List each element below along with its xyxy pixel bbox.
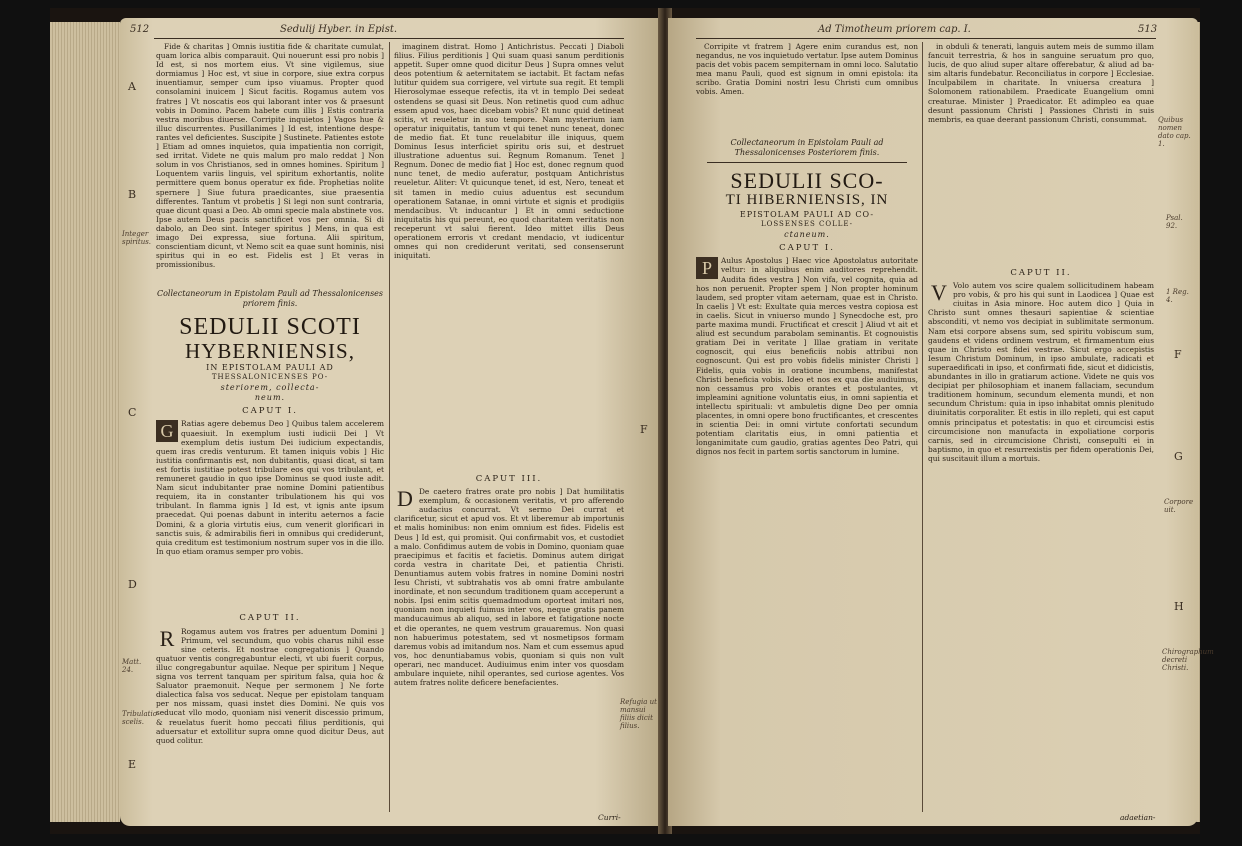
margin-note-2: Matt. 24. xyxy=(122,658,142,674)
margin-note-4: Corpore uit. xyxy=(1164,498,1194,514)
initial-r: R xyxy=(159,625,175,651)
right-page-number: 513 xyxy=(1138,24,1158,35)
margin-letter-f: F xyxy=(640,423,648,436)
margin-note-3: 1 Reg. 4. xyxy=(1166,288,1189,304)
margin-note-5: Chirographum decreti Christi. xyxy=(1162,648,1214,672)
section-subtitle-line-4: neum. xyxy=(254,393,286,403)
margin-note-1: Integer spiritus. xyxy=(122,230,152,246)
text-block: De caetero fratres orate pro nobis ] Dat humilitatis exemplum, & occasionem veritatis, vt pro afferendo audacius concurrat. Vt sermo Dei currat et clarificetur, sicut et apud vos. Et vt liberemur ab importunis et malis hominibus: non enim omnium est fides. Fidelis est Deus ] Id est, qui promisit. Qui confirmabit vos, et custodiet a malo. Confidimus autem de vobis in Domino, quoniam quae praecipimus et facitis et facietis. Dominus autem dirigat corda vestra in charitate Dei, et patientia Christi. Denuntiamus autem vobis fratres in nomine Domini nostri Iesu Christi, vt subtrahatis vos ab omni fratre ambulante inordinate, et non secundum traditionem quam acceperunt a nobis. Ipsi enim scitis quemadmodum oporteat imitari nos, quoniam non inquieti fuimus inter vos, neque gratis panem manducauimus ab aliquo, sed in labore et fatigatione nocte et die operantes, ne quem vestrum grauaremus. Non quasi non habuerimus potestatem, sed vt nosmetipsos formam daremus vobis ad imitandum nos. Nam et cum essemus apud vos, hoc denuntiabamus vobis, quoniam si quis non vult operari, nec manducet. Audiuimus enim inter vos quosdam ambulare inquiete, nihil operantes, sed curiose agentes. Vos autem fratres nolite deficere benefacientes. xyxy=(394,487,624,688)
section-subtitle-line-2: LOSSENSES COLLE- xyxy=(760,220,853,229)
catchword: Curri- xyxy=(598,813,621,822)
section-subtitle: EPISTOLAM PAULI AD CO- xyxy=(739,210,875,219)
initial-d: D xyxy=(397,486,413,512)
text-block: Volo autem vos scire qualem sollicitudinem habeam pro vobis, & pro his qui sunt in Laodicea ] Quae est ciuitas in Asia minore. Hoc autem dico ] Quia in Christo sunt omnes thesauri sapientiae & scientiae absconditi, vt nemo vos decipiat in sublimitate sermonum. Nam etsi corpore absens sum, sed spiritu vobiscum sum, gaudens et videns ordinem vestrum, et firmamentum eius quae in Christo est fidei vestrae. Sicut ergo accepistis Iesum Christum Dominum, in ipso ambulate, radicati et superaedificati in ipso, et confirmati fide, sicut et didicistis, abundantes in illo in gratiarum actione. Videte ne quis vos decipiat per philosophiam et inanem fallaciam, secundum traditionem hominum, secundum elementa mundi, et non secundum Christum: quia in ipso inhabitat omnis plenitudo diuinitatis corporaliter. Et estis in illo repleti, qui est caput omnis principatus et potestatis: in quo et circumcisi estis circumcisione non manufacta in expoliatione corporis carnis, sed in circumcisione Christi, consepulti ei in baptismo, in quo et resurrexistis per fidem operationis Dei, qui suscitauit illum a mortuis. xyxy=(928,281,1154,463)
text-block xyxy=(394,487,624,787)
chapter-heading: CAPUT II. xyxy=(1010,268,1072,278)
drop-cap-g: G xyxy=(156,420,178,442)
margin-letter-g: G xyxy=(1174,450,1183,463)
chapter-heading: CAPUT III. xyxy=(475,474,543,484)
text-block xyxy=(156,419,384,609)
margin-letter-c: C xyxy=(128,406,137,419)
section-subtitle-line-3: ctaneum. xyxy=(784,230,830,240)
initial-v: V xyxy=(931,280,947,306)
text-block: Rogamus autem vos fratres per aduentum Domini ] Primum, vel secundum, quo vobis charus nihil esse sine ceteris. Et nostrae congregationis ] Quando quatuor ventis congregabuntur electi, vt ubi fuerit corpus, illuc congregabuntur aquilae. Neque per spiritum ] Neque signa vos terrent tanquam per spiritum falsa, quia hoc & Saluator praemonuit. Neque per sermonem ] Ne forte dialectica falsa vos seducat. Neque per epistolam tanquam per nos missam, quasi instet dies Domini. Ne quis vos seducat vllo modo, quoniam nisi venerit discessio primum, & reuelatus fuerit homo peccati filius perditionis, qui aduersatur et extollitur supra omne quod dicitur Deus, aut quod colitur. xyxy=(156,626,384,745)
colophon-rule xyxy=(707,162,907,163)
section-subtitle-line-3: steriorem, collecta- xyxy=(220,383,320,393)
left-page-number: 512 xyxy=(130,24,150,35)
section-title: SEDULII SCO- xyxy=(730,168,884,193)
drop-cap-p: P xyxy=(696,257,718,279)
left-page xyxy=(120,18,660,826)
margin-letter-b: B xyxy=(128,188,137,201)
left-column-rule xyxy=(389,42,390,812)
margin-letter-f: F xyxy=(1174,348,1182,361)
left-running-head: Sedulij Hyber. in Epist. xyxy=(280,24,398,35)
colophon: Collectaneorum in Epistolam Pauli ad Thessalonicenses Posteriorem finis. xyxy=(730,138,884,157)
margin-note-1: Quibus nomen dato cap. 1. xyxy=(1158,116,1191,148)
text-block: imaginem distrat. Homo ] Antichristus. Peccati ] Diaboli filius. Filius perditionis ] Qui suam quasi sanum perditionis appetit. Super omne quod dicitur Deus ] Supra omnes velut deos potentium & aeternitatem se iactabit. Et factam nefas lutitur quidem sua corrigere, vel virtute sua regit. Et templi Hierosolymae esseque refectis, ita vt in templo Dei sedeat ostendens se quasi sit Deus. Non retinetis quod cum adhuc essem apud vos, haec dicebam vobis? Et nunc quid detineat scitis, vt reueletur in suo tempore. Nam mysterium iam operatur iniquitatis, tantum vt qui tenet nunc teneat, donec de medio fiat. Et tunc reuelabitur ille iniquus, quem Dominus Iesus interficiet spiritu oris sui, et destruet illustratione aduentus sui. Regnum Romanum. Tenet ] Regnum. Donec de medio fiat ] Hoc est, donec regnum quod nunc tenet, de medio auferatur, postquam Antichristus reueletur. Aliter: Vt quicunque tenet, id est, Nero, teneat et sit tamen in medio cuius aduentus est secundum operationem Satanae, in omni virtute et signis et prodigiis mendacibus. Vt inducantur ] Et in omni seductione iniquitatis his qui pereunt, eo quod charitatem veritatis non receperunt vt salui fierent. Ideo mittet illis Deus operationem erroris vt credant mendacio, vt iudicentur omnes qui non crediderunt veritati, sed consenserunt iniquitati. xyxy=(394,42,624,261)
margin-letter-a: A xyxy=(128,80,136,93)
text-block xyxy=(928,281,1154,791)
section-subtitle: IN EPISTOLAM PAULI AD xyxy=(206,363,334,372)
text-block: Corripite vt fratrem ] Agere enim curandus est, non negandus, ne vos inquietudo vertatur. Ipse autem Dominus pacis det vobis pacem sempiternam in omni loco. Salutatio mea manu Pauli, quod est signum in omni epistola: ita scribo. Gratia Domini nostri Iesu Christi cum omnibus vobis. Amen. xyxy=(696,42,918,97)
right-column-1 xyxy=(696,42,918,814)
text-block: Ratias agere debemus Deo ] Quibus talem accelerem quaesiuit. In exemplum iusti iudicii Dei ] Vt exemplum detis iustum Dei iudicium expectandis, quem iras credis venturum. Et tamen iniquis vobis ] Hic iustitia confirmantis est, non dubitantis, quasi dicat, si tam est fortis iustitiae potest tribulare eos qui vos tribulant, et remuneret gaudio in quo ipse Dominus se quod iuste adit. Nam sicut indubitanter prae nomine Domini patientibus requiem, ita in constanter tribulationem his qui vos tribulant. In flamma ignis ] Id est, vt ignis ante ipsum praecedat. Qui poenas dabunt in interitu aeternos a facie Domini, & a gloria virtutis eius, cum venerit glorificari in sanctis suis, & admirabilis fieri in omnibus qui crediderunt, quia creditum est testimonium nostrum super vos in die illo. In quo etiam oramus semper pro vobis. xyxy=(156,419,384,556)
catchword: adaetian- xyxy=(1120,813,1156,822)
right-column-2 xyxy=(928,42,1154,814)
colophon: Collectaneorum in Epistolam Pauli ad Thessalonicenses priorem finis. xyxy=(156,289,384,308)
book-spread xyxy=(50,8,1214,834)
margin-note-4: Refugia ut mansui filiis dicit filius. xyxy=(620,698,657,730)
section-subtitle-line-2: THESSALONICENSES PO- xyxy=(211,373,329,382)
margin-note-3: Tribulatio scelis. xyxy=(122,710,157,726)
text-block: in obduli & tenerati, languis autem meis de summo illam fancuit terrestria, & hos in sanguine seruatum pro quo, lucis, de quo aliud super altare offerebatur, & aliud ad ba-sim altaris fundebatur. Reconciliatus in corpore ] Ecclesiae. Inculpabilem in charitate. In vniuersa creatura ] Solomonem rationabilem. Praedicate Euangelium omni creaturae. Minister ] Praedicator. Et adimpleo ea quae desunt passionum Christi ] Passiones Christi in suis membris, ea quae deerant passionum Christi, consummat. xyxy=(928,42,1154,124)
text-block xyxy=(696,256,918,756)
section-title-line-2: HYBERNIENSIS, xyxy=(185,339,355,363)
chapter-heading: CAPUT II. xyxy=(239,613,301,624)
left-head-rule xyxy=(154,38,624,39)
text-block: Fide & charitas ] Omnis iustitia fide & charitate cumulat, quam lorica albis comparauit. Qui nouerunt essi pro nobis ] Id est, si nos mortem eius. Vt sine vigilemus, siue dormiamus ] Hoc est, vt siue in corpore, siue extra corpus inuentiamur, semper cum ipso viuamus. Propter quod consolamini inuicem ] Sicut facitis. Rogamus autem vos fratres ] Vt noscatis eos qui laborant inter vos & praesunt vobis in Domino. Pacem habete cum illis ] Estis contraria vestra moribus diuerse. Corripite inquietos ] Vagos hue & illuc discurrentes. Pusillanimes ] Id est, intentione despe-rantes vel deficientes. Suscipite ] Sustinete. Patientes estote ] Etiam ad omnes inquietos, quia impatientia non corrigit, sed irritat. Videte ne quis malum pro malo reddat ] Non solum in vos Christianos, sed in omnes homines. Spiritum ] Loquentem variis linguis, vel spiritum exhortantis, nolite permittere quem bonus operatur ex fide. Prophetias nolite spernere ] Siue futura praedicantes, siue praesentia differentes. Tantum vt probetis ] Si legi non sunt contraria, quae dicunt quasi a Deo. Ab omni specie mala abstinete vos. Ipse autem Deus pacis sanctificet vos per omnia. Si di dabolo, an Deo sint. Integer spiritus ] Mens, in qua est imago Dei expressa, siue fortuna. Alii spiritum, conscientiam dicunt, vt Nemo scit ea quae sunt hominis, nisi spiritus qui in eo est. Fidelis est ] Et veras in promissionibus. xyxy=(156,42,384,270)
right-column-rule xyxy=(922,42,923,812)
left-column-2 xyxy=(394,42,624,814)
right-page xyxy=(668,18,1214,826)
right-running-head: Ad Timotheum priorem cap. I. xyxy=(818,24,971,35)
left-page-edges xyxy=(50,22,120,822)
margin-note-2: Psal. 92. xyxy=(1166,214,1183,230)
chapter-heading: CAPUT I. xyxy=(242,406,298,417)
section-title: SEDULII SCOTI xyxy=(179,314,361,340)
margin-letter-e: E xyxy=(128,758,137,771)
margin-letter-h: H xyxy=(1174,600,1184,613)
margin-letter-d: D xyxy=(128,578,137,591)
text-block xyxy=(156,627,384,797)
text-block: Aulus Apostolus ] Haec vice Apostolatus autoritate veltur: in aliquibus enim auditores reprehendit. Audita fides vestra ] Non vifa, vel cognita, quia ad hos non peruenit. Propter spem ] Non propter hominum laudem, sed propter vitam aeternam, quae est in Christo. In caelis ] Vt est: Exultate quia merces vestra copiosa est in caelis. Sicut in vniuerso mundo ] Synecdoche est, pro parte maxima mundi. Fructificat et crescit ] Aliud vt ait et aliud est secundum parabolam seminantis. Et cognouistis gratiam Dei in veritate ] Illae gratiam in veritate cognoscit, qui eius beneficiis nobis attribui non cognoscunt. Qui est pro vobis fidelis minister Christi ] Fidelis, quia vobis in oratione incumbens, manifestat Christi beneficia vobis. Ideo et nos ex qua die audiuimus, non cessamus pro vobis orantes et postulantes, vt impleamini agnitione voluntatis eius, in omni sapientia et intellectu spirituali: vt ambuletis digne Deo per omnia placentes, in omni opere bono fructificantes, et crescentes in scientia Dei: in omni virtute confortati secundum potentiam claritatis eius, in omni patientia et longanimitate cum gaudio, gratias agentes Deo Patri, qui dignos nos fecit in partem sortis sanctorum in lumine. xyxy=(696,256,918,457)
right-head-rule xyxy=(696,38,1156,39)
section-title-line-2: TI HIBERNIENSIS, IN xyxy=(725,192,889,208)
chapter-heading: CAPUT I. xyxy=(779,243,835,254)
left-column-1 xyxy=(156,42,384,814)
